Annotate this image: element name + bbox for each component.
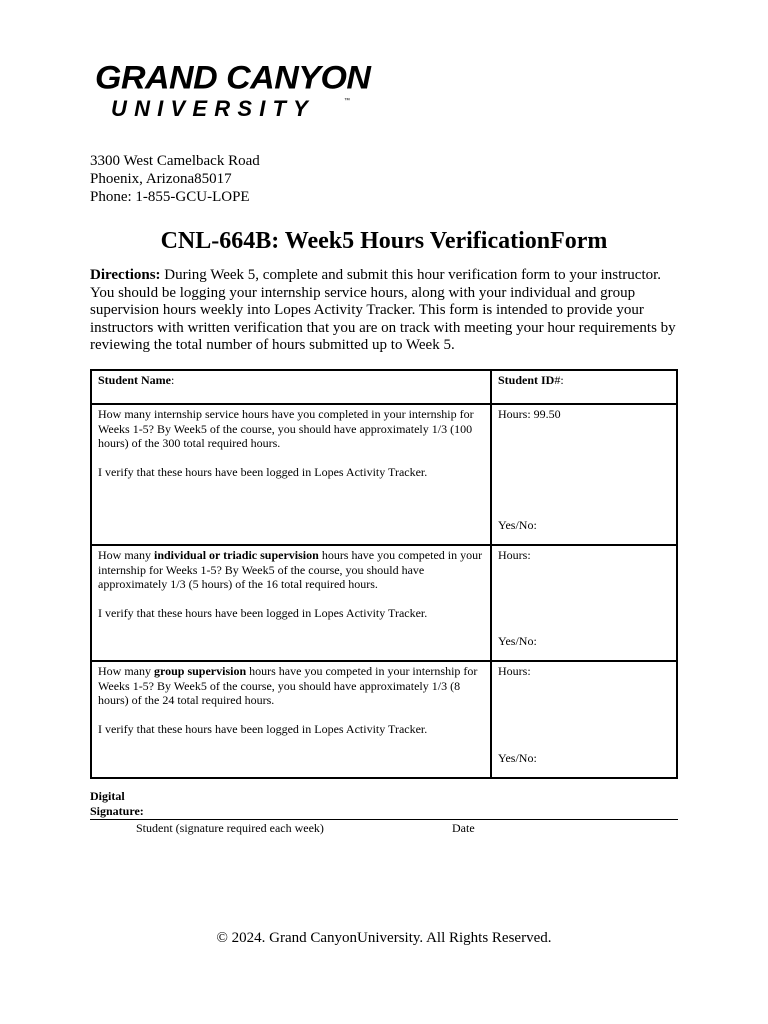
question-text: How many group supervision hours have you competed in your internship for Weeks 1-5? By Week5 of the course, you should have approximately 1/3 (8 hours) of the 24 total required hours. (98, 664, 478, 707)
question-text: How many internship service hours have you completed in your internship for Weeks 1-5? By Week5 of the course, you should have approximately 1/3 (100 hours) of the 300 total required hours. (98, 407, 474, 450)
copyright-footer: © 2024. Grand CanyonUniversity. All Rights Reserved. (216, 930, 552, 946)
hours-value[interactable]: Hours: 99.50 (498, 407, 561, 421)
table-row-header (91, 370, 677, 404)
table-row-individual-supervision (91, 545, 677, 661)
signature-label-line1: Digital (90, 789, 125, 803)
table-row-group-supervision (91, 661, 677, 778)
hours-cell[interactable] (491, 661, 677, 778)
address-street: 3300 West Camelback Road (90, 153, 260, 169)
hours-value[interactable]: Hours: (498, 548, 531, 562)
student-name-label: Student Name (98, 373, 172, 387)
address-city: Phoenix, Arizona85017 (90, 171, 232, 187)
hours-cell[interactable] (491, 404, 677, 545)
trademark-mark: ™ (344, 98, 350, 104)
verify-text: I verify that these hours have been logged in Lopes Activity Tracker. (98, 605, 428, 620)
student-name-colon: : (171, 373, 175, 387)
verify-text: I verify that these hours have been logged in Lopes Activity Tracker. (98, 464, 428, 479)
address-phone: Phone: 1-855-GCU-LOPE (90, 189, 250, 205)
signature-student-caption: Student (signature required each week) (136, 821, 324, 835)
student-name-field[interactable] (91, 370, 491, 404)
directions-paragraph (90, 267, 680, 355)
address-block (90, 152, 260, 206)
logo-text-line1: GRAND CANYON (95, 60, 371, 97)
signature-line[interactable] (90, 819, 678, 820)
page-title: CNL-664B: Week5 Hours VerificationForm (160, 228, 608, 254)
verify-text: I verify that these hours have been logged in Lopes Activity Tracker. (98, 721, 428, 736)
question-cell (91, 545, 491, 661)
yes-no-field[interactable]: Yes/No: (498, 517, 537, 532)
student-id-suffix: #: (554, 373, 564, 387)
question-text: How many individual or triadic supervision hours have you competed in your internship for Weeks 1-5? By Week5 of the course, you should have approximately 1/3 (5 hours) of the 16 total required hours. (98, 548, 483, 591)
yes-no-field[interactable]: Yes/No: (498, 633, 537, 648)
hours-value[interactable]: Hours: (498, 664, 531, 678)
yes-no-field[interactable]: Yes/No: (498, 750, 537, 765)
question-cell (91, 661, 491, 778)
directions-text: During Week 5, complete and submit this hour verification form to your instructor. You should be logging your internship service hours, along with your individual and group supervision hours weekly into Lopes Activity Tracker. This form is intended to provide your instructors with written verification that you are on track with meeting your hour requirements by reviewing the total number of hours submitted up to Week 5. (90, 267, 676, 353)
directions-label: Directions: (90, 267, 161, 283)
university-logo (95, 60, 371, 123)
hours-verification-table (90, 369, 678, 779)
digital-signature-label (90, 789, 144, 819)
logo-text-line2: UNIVERSITY (111, 96, 316, 121)
signature-label-line2: Signature: (90, 804, 144, 818)
student-id-label: Student ID (498, 373, 555, 387)
question-cell (91, 404, 491, 545)
hours-cell[interactable] (491, 545, 677, 661)
signature-date-caption: Date (452, 821, 475, 835)
table-row-internship-hours (91, 404, 677, 545)
student-id-field[interactable] (491, 370, 677, 404)
